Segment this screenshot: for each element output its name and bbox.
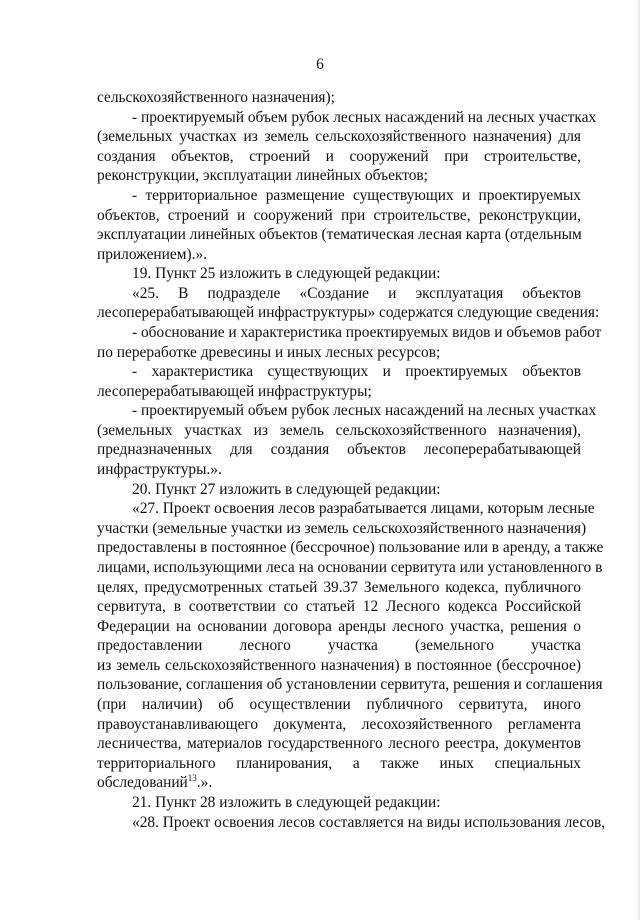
text-line xyxy=(132,264,581,284)
text-line xyxy=(132,186,581,206)
text-line xyxy=(97,578,581,598)
scan-edge xyxy=(636,0,640,920)
text-line xyxy=(97,343,581,363)
line-text: - территориальное размещение существующих и проектируемых xyxy=(132,186,581,204)
line-text: 21. Пункт 28 изложить в следующей редакции: xyxy=(132,793,441,811)
line-text: эксплуатации линейных объектов (тематическая лесная карта (отдельным xyxy=(97,226,582,244)
text-line xyxy=(97,636,581,656)
text-line xyxy=(97,597,581,617)
line-text: (земельных участках из земель сельскохозяйственного назначения) для xyxy=(97,128,581,146)
text-line xyxy=(97,695,581,715)
text-line xyxy=(97,88,581,108)
line-text: реконструкции, эксплуатации линейных объектов; xyxy=(97,167,428,185)
text-line xyxy=(97,656,581,676)
line-text: предназначенных для создания объектов лесоперерабатывающей xyxy=(97,441,581,459)
text-line xyxy=(97,460,581,480)
line-text: - обоснование и характеристика проектируемых видов и объемов работ xyxy=(132,324,602,341)
line-text: территориального планирования, а также иных специальных xyxy=(97,754,581,772)
line-text: участки (земельные участки из земель сельскохозяйственного назначения) xyxy=(97,519,587,537)
line-text: лицами, использующими леса на основании сервитута или установленного в xyxy=(97,558,603,576)
text-line xyxy=(97,715,581,735)
line-text: «27. Проект освоения лесов разрабатывается лицами, которым лесные xyxy=(132,500,595,518)
line-text: из земель сельскохозяйственного назначения) в постоянное (бессрочное) xyxy=(97,656,581,674)
line-text: 20. Пункт 27 изложить в следующей редакции: xyxy=(132,480,441,498)
line-text: по переработке древесины и иных лесных ресурсов; xyxy=(97,343,441,361)
text-line xyxy=(97,675,603,695)
text-line xyxy=(97,754,581,774)
line-text: создания объектов, строений и сооружений при строительстве, xyxy=(97,147,581,165)
line-text: предоставлены в постоянное (бессрочное) пользование или в аренду, а также xyxy=(97,539,604,557)
text-line xyxy=(97,538,604,558)
line-text: правоустанавливающего документа, лесохозяйственного регламента xyxy=(97,715,581,733)
text-line xyxy=(97,773,581,793)
line-text: приложением).». xyxy=(97,245,207,263)
text-line xyxy=(132,813,606,833)
text-line xyxy=(132,362,581,382)
text-line xyxy=(97,245,581,265)
line-text: пользование, соглашения об установлении сервитута, решения и соглашения xyxy=(97,676,603,694)
line-text: - проектируемый объем рубок лесных насаждений на лесных участках xyxy=(132,108,597,126)
text-line xyxy=(132,480,581,500)
text-line xyxy=(132,499,595,519)
line-text: - характеристика существующих и проектируемых объектов xyxy=(132,363,581,381)
line-text: лесоперерабатывающей инфраструктуры» содержатся следующие сведения: xyxy=(97,304,600,322)
text-line xyxy=(97,206,581,226)
line-tail: .». xyxy=(196,774,213,792)
text-line xyxy=(97,734,581,754)
line-text: - проектируемый объем рубок лесных насаждений на лесных участках xyxy=(132,402,597,420)
text-line xyxy=(97,617,581,637)
text-line xyxy=(132,401,597,421)
text-line xyxy=(132,323,602,343)
line-text: (земельных участках из земель сельскохозяйственного назначения), xyxy=(97,421,581,439)
line-text: Федерации на основании договора аренды лесного участка, решения о xyxy=(97,617,581,635)
page-number: 6 xyxy=(316,56,324,73)
line-text: 19. Пункт 25 изложить в следующей редакции: xyxy=(132,265,441,283)
text-line xyxy=(132,284,581,304)
line-text: сельскохозяйственного назначения); xyxy=(97,89,335,106)
line-text: сервитута, в соответствии со статьей 12 Лесного кодекса Российской xyxy=(97,598,581,616)
text-line xyxy=(97,519,587,539)
text-line xyxy=(97,166,581,186)
text-line xyxy=(97,127,581,147)
text-line xyxy=(132,793,581,813)
line-text: «28. Проект освоения лесов составляется на виды использования лесов, xyxy=(132,813,606,831)
line-text: объектов, строений и сооружений при строительстве, реконструкции, xyxy=(97,206,581,224)
text-line xyxy=(97,303,600,323)
text-line xyxy=(132,108,597,128)
text-line xyxy=(97,147,581,167)
line-text: «25. В подразделе «Создание и эксплуатация объектов xyxy=(132,284,581,302)
line-text: лесничества, материалов государственного лесного реестра, документов xyxy=(97,735,581,753)
text-line xyxy=(97,440,581,460)
text-line xyxy=(97,225,581,245)
text-line xyxy=(97,421,581,441)
text-line xyxy=(97,382,581,402)
text-line xyxy=(97,558,603,578)
line-text: (при наличии) об осуществлении публичного сервитута, иного xyxy=(97,696,581,713)
line-text: инфраструктуры.». xyxy=(97,461,222,478)
footnote-ref: 13 xyxy=(187,773,197,784)
line-text: целях, предусмотренных статьей 39.37 Земельного кодекса, публичного xyxy=(97,578,581,596)
line-text: предоставлении лесного участка (земельного участка xyxy=(97,637,581,655)
line-text: лесоперерабатывающей инфраструктуры; xyxy=(97,382,372,400)
line-text: обследований xyxy=(97,774,188,792)
